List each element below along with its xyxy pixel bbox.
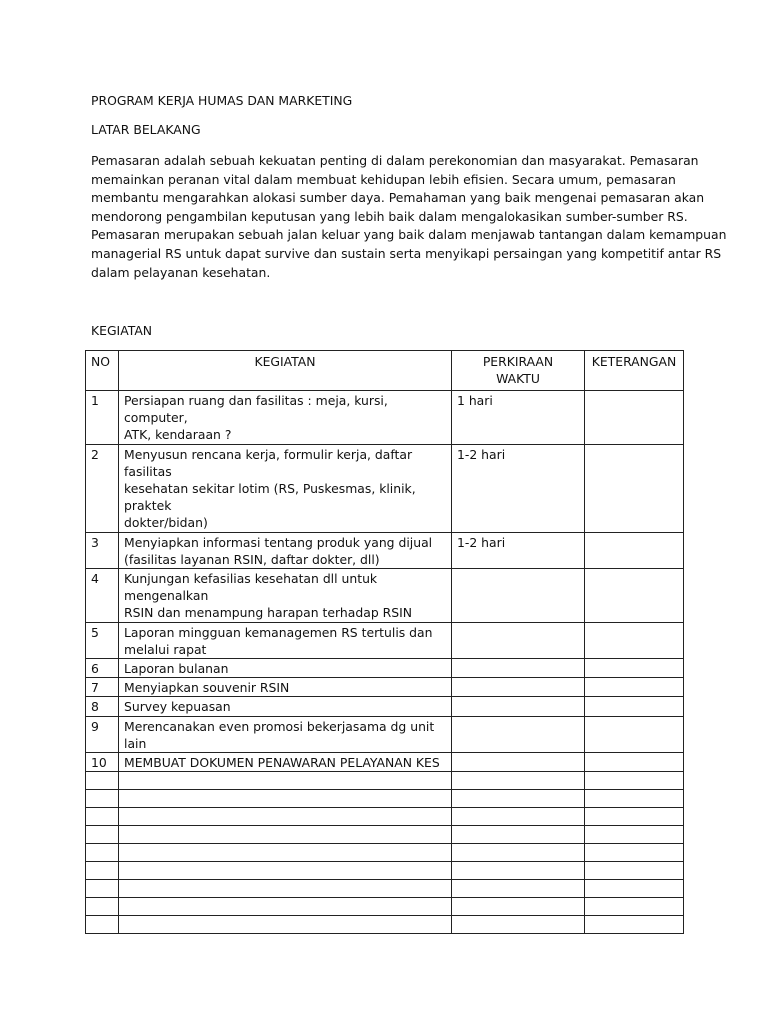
empty-cell bbox=[119, 826, 452, 844]
table-row bbox=[86, 753, 684, 772]
cell-no: 1 bbox=[86, 391, 119, 445]
empty-table-row bbox=[86, 790, 684, 808]
activities-table bbox=[85, 350, 684, 934]
empty-cell bbox=[585, 880, 684, 898]
cell-no: 4 bbox=[86, 569, 119, 623]
header-perkiraan-waktu bbox=[452, 351, 585, 391]
cell-waktu: 1 hari bbox=[452, 391, 585, 445]
cell-waktu bbox=[452, 659, 585, 678]
empty-table-row bbox=[86, 808, 684, 826]
cell-no: 9 bbox=[86, 716, 119, 752]
empty-cell bbox=[585, 844, 684, 862]
empty-cell bbox=[119, 772, 452, 790]
table-header-row bbox=[86, 351, 684, 391]
empty-cell bbox=[452, 862, 585, 880]
section-heading-activities: KEGIATAN bbox=[91, 323, 153, 338]
table-row bbox=[86, 532, 684, 568]
empty-cell bbox=[452, 844, 585, 862]
header-keterangan: KETERANGAN bbox=[585, 351, 684, 391]
cell-kegiatan-line: melalui rapat bbox=[124, 641, 207, 657]
table-row bbox=[86, 659, 684, 678]
paragraph-line: managerial RS untuk dapat survive dan sustain serta menyikapi persaingan yang kompetitif antar RS bbox=[91, 245, 722, 261]
cell-kegiatan: Menyiapkan souvenir RSIN bbox=[119, 678, 452, 697]
cell-keterangan bbox=[585, 697, 684, 716]
empty-cell bbox=[119, 916, 452, 934]
empty-cell bbox=[585, 790, 684, 808]
table-row bbox=[86, 444, 684, 532]
cell-kegiatan-line: RSIN dan menampung harapan terhadap RSIN bbox=[124, 605, 413, 621]
section-heading-background: LATAR BELAKANG bbox=[91, 122, 201, 137]
cell-kegiatan-line: Menyusun rencana kerja, formulir kerja, daftar fasilitas bbox=[124, 446, 413, 479]
cell-waktu bbox=[452, 716, 585, 752]
cell-kegiatan: Survey kepuasan bbox=[119, 697, 452, 716]
cell-kegiatan bbox=[119, 444, 452, 532]
table-row bbox=[86, 678, 684, 697]
cell-kegiatan bbox=[119, 532, 452, 568]
empty-cell bbox=[86, 898, 119, 916]
background-paragraph bbox=[91, 152, 727, 282]
cell-waktu bbox=[452, 622, 585, 658]
table-row bbox=[86, 622, 684, 658]
cell-kegiatan: Merencanakan even promosi bekerjasama dg unit lain bbox=[119, 716, 452, 752]
empty-cell bbox=[86, 844, 119, 862]
cell-waktu: 1-2 hari bbox=[452, 532, 585, 568]
empty-cell bbox=[452, 880, 585, 898]
cell-kegiatan bbox=[119, 569, 452, 623]
header-no: NO bbox=[86, 351, 119, 391]
cell-no: 5 bbox=[86, 622, 119, 658]
empty-cell bbox=[119, 862, 452, 880]
cell-waktu: 1-2 hari bbox=[452, 444, 585, 532]
cell-keterangan bbox=[585, 716, 684, 752]
cell-kegiatan-line: ATK, kendaraan ? bbox=[124, 427, 232, 443]
empty-cell bbox=[585, 898, 684, 916]
header-kegiatan: KEGIATAN bbox=[119, 351, 452, 391]
cell-kegiatan: Laporan bulanan bbox=[119, 659, 452, 678]
empty-table-row bbox=[86, 772, 684, 790]
empty-cell bbox=[86, 916, 119, 934]
empty-cell bbox=[86, 772, 119, 790]
table-row bbox=[86, 697, 684, 716]
empty-cell bbox=[585, 916, 684, 934]
cell-kegiatan-line: kesehatan sekitar lotim (RS, Puskesmas, klinik, praktek bbox=[124, 481, 416, 514]
empty-table-row bbox=[86, 880, 684, 898]
cell-waktu bbox=[452, 697, 585, 716]
cell-waktu bbox=[452, 678, 585, 697]
cell-keterangan bbox=[585, 391, 684, 445]
empty-cell bbox=[452, 826, 585, 844]
empty-table-row bbox=[86, 916, 684, 934]
empty-cell bbox=[452, 898, 585, 916]
cell-kegiatan: MEMBUAT DOKUMEN PENAWARAN PELAYANAN KES bbox=[119, 753, 452, 772]
paragraph-line: Pemasaran adalah sebuah kekuatan penting di dalam perekonomian dan masyarakat. Pemasaran bbox=[91, 153, 699, 168]
paragraph-line: Pemasaran merupakan sebuah jalan keluar yang baik dalam menjawab tantangan dalam kemampuan bbox=[91, 227, 727, 243]
cell-kegiatan bbox=[119, 391, 452, 445]
cell-keterangan bbox=[585, 678, 684, 697]
empty-cell bbox=[452, 916, 585, 934]
paragraph-line: membantu mengarahkan alokasi sumber daya. Pemahaman yang baik mengenai pemasaran akan bbox=[91, 190, 705, 206]
empty-cell bbox=[119, 790, 452, 808]
cell-no: 6 bbox=[86, 659, 119, 678]
empty-cell bbox=[452, 808, 585, 826]
table-row bbox=[86, 569, 684, 623]
cell-no: 2 bbox=[86, 444, 119, 532]
empty-cell bbox=[86, 862, 119, 880]
table-row bbox=[86, 716, 684, 752]
paragraph-line: memainkan peranan vital dalam membuat kehidupan lebih efisien. Secara umum, pemasaran bbox=[91, 171, 676, 187]
empty-table-row bbox=[86, 898, 684, 916]
cell-kegiatan bbox=[119, 622, 452, 658]
empty-cell bbox=[585, 808, 684, 826]
cell-keterangan bbox=[585, 753, 684, 772]
empty-cell bbox=[119, 898, 452, 916]
cell-kegiatan-line: Persiapan ruang dan fasilitas : meja, kursi, computer, bbox=[124, 393, 388, 426]
cell-kegiatan-line: dokter/bidan) bbox=[124, 515, 208, 531]
empty-cell bbox=[119, 880, 452, 898]
empty-table-row bbox=[86, 844, 684, 862]
empty-cell bbox=[86, 880, 119, 898]
cell-kegiatan-line: (fasilitas layanan RSIN, daftar dokter, dll) bbox=[124, 551, 380, 567]
document-title: PROGRAM KERJA HUMAS DAN MARKETING bbox=[91, 93, 353, 108]
empty-table-row bbox=[86, 862, 684, 880]
cell-keterangan bbox=[585, 569, 684, 623]
empty-cell bbox=[86, 826, 119, 844]
cell-no: 7 bbox=[86, 678, 119, 697]
header-waktu-line1: PERKIRAAN bbox=[482, 354, 554, 369]
paragraph-line: dalam pelayanan kesehatan. bbox=[91, 264, 271, 280]
cell-no: 3 bbox=[86, 532, 119, 568]
cell-no: 10 bbox=[86, 753, 119, 772]
cell-waktu bbox=[452, 753, 585, 772]
cell-waktu bbox=[452, 569, 585, 623]
header-waktu-line2: WAKTU bbox=[496, 371, 540, 387]
empty-cell bbox=[452, 790, 585, 808]
cell-keterangan bbox=[585, 659, 684, 678]
empty-cell bbox=[119, 808, 452, 826]
cell-kegiatan-line: Laporan mingguan kemanagemen RS tertulis dan bbox=[124, 624, 433, 640]
table-row bbox=[86, 391, 684, 445]
empty-cell bbox=[585, 772, 684, 790]
empty-cell bbox=[585, 862, 684, 880]
paragraph-line: mendorong pengambilan keputusan yang lebih baik dalam mengalokasikan sumber-sumber RS. bbox=[91, 208, 688, 224]
empty-cell bbox=[585, 826, 684, 844]
empty-cell bbox=[86, 808, 119, 826]
cell-kegiatan-line: Kunjungan kefasilias kesehatan dll untuk mengenalkan bbox=[124, 571, 378, 604]
empty-cell bbox=[119, 844, 452, 862]
cell-no: 8 bbox=[86, 697, 119, 716]
cell-keterangan bbox=[585, 532, 684, 568]
empty-table-row bbox=[86, 826, 684, 844]
cell-kegiatan-line: Menyiapkan informasi tentang produk yang dijual bbox=[124, 534, 433, 550]
cell-keterangan bbox=[585, 622, 684, 658]
cell-keterangan bbox=[585, 444, 684, 532]
empty-cell bbox=[452, 772, 585, 790]
empty-cell bbox=[86, 790, 119, 808]
